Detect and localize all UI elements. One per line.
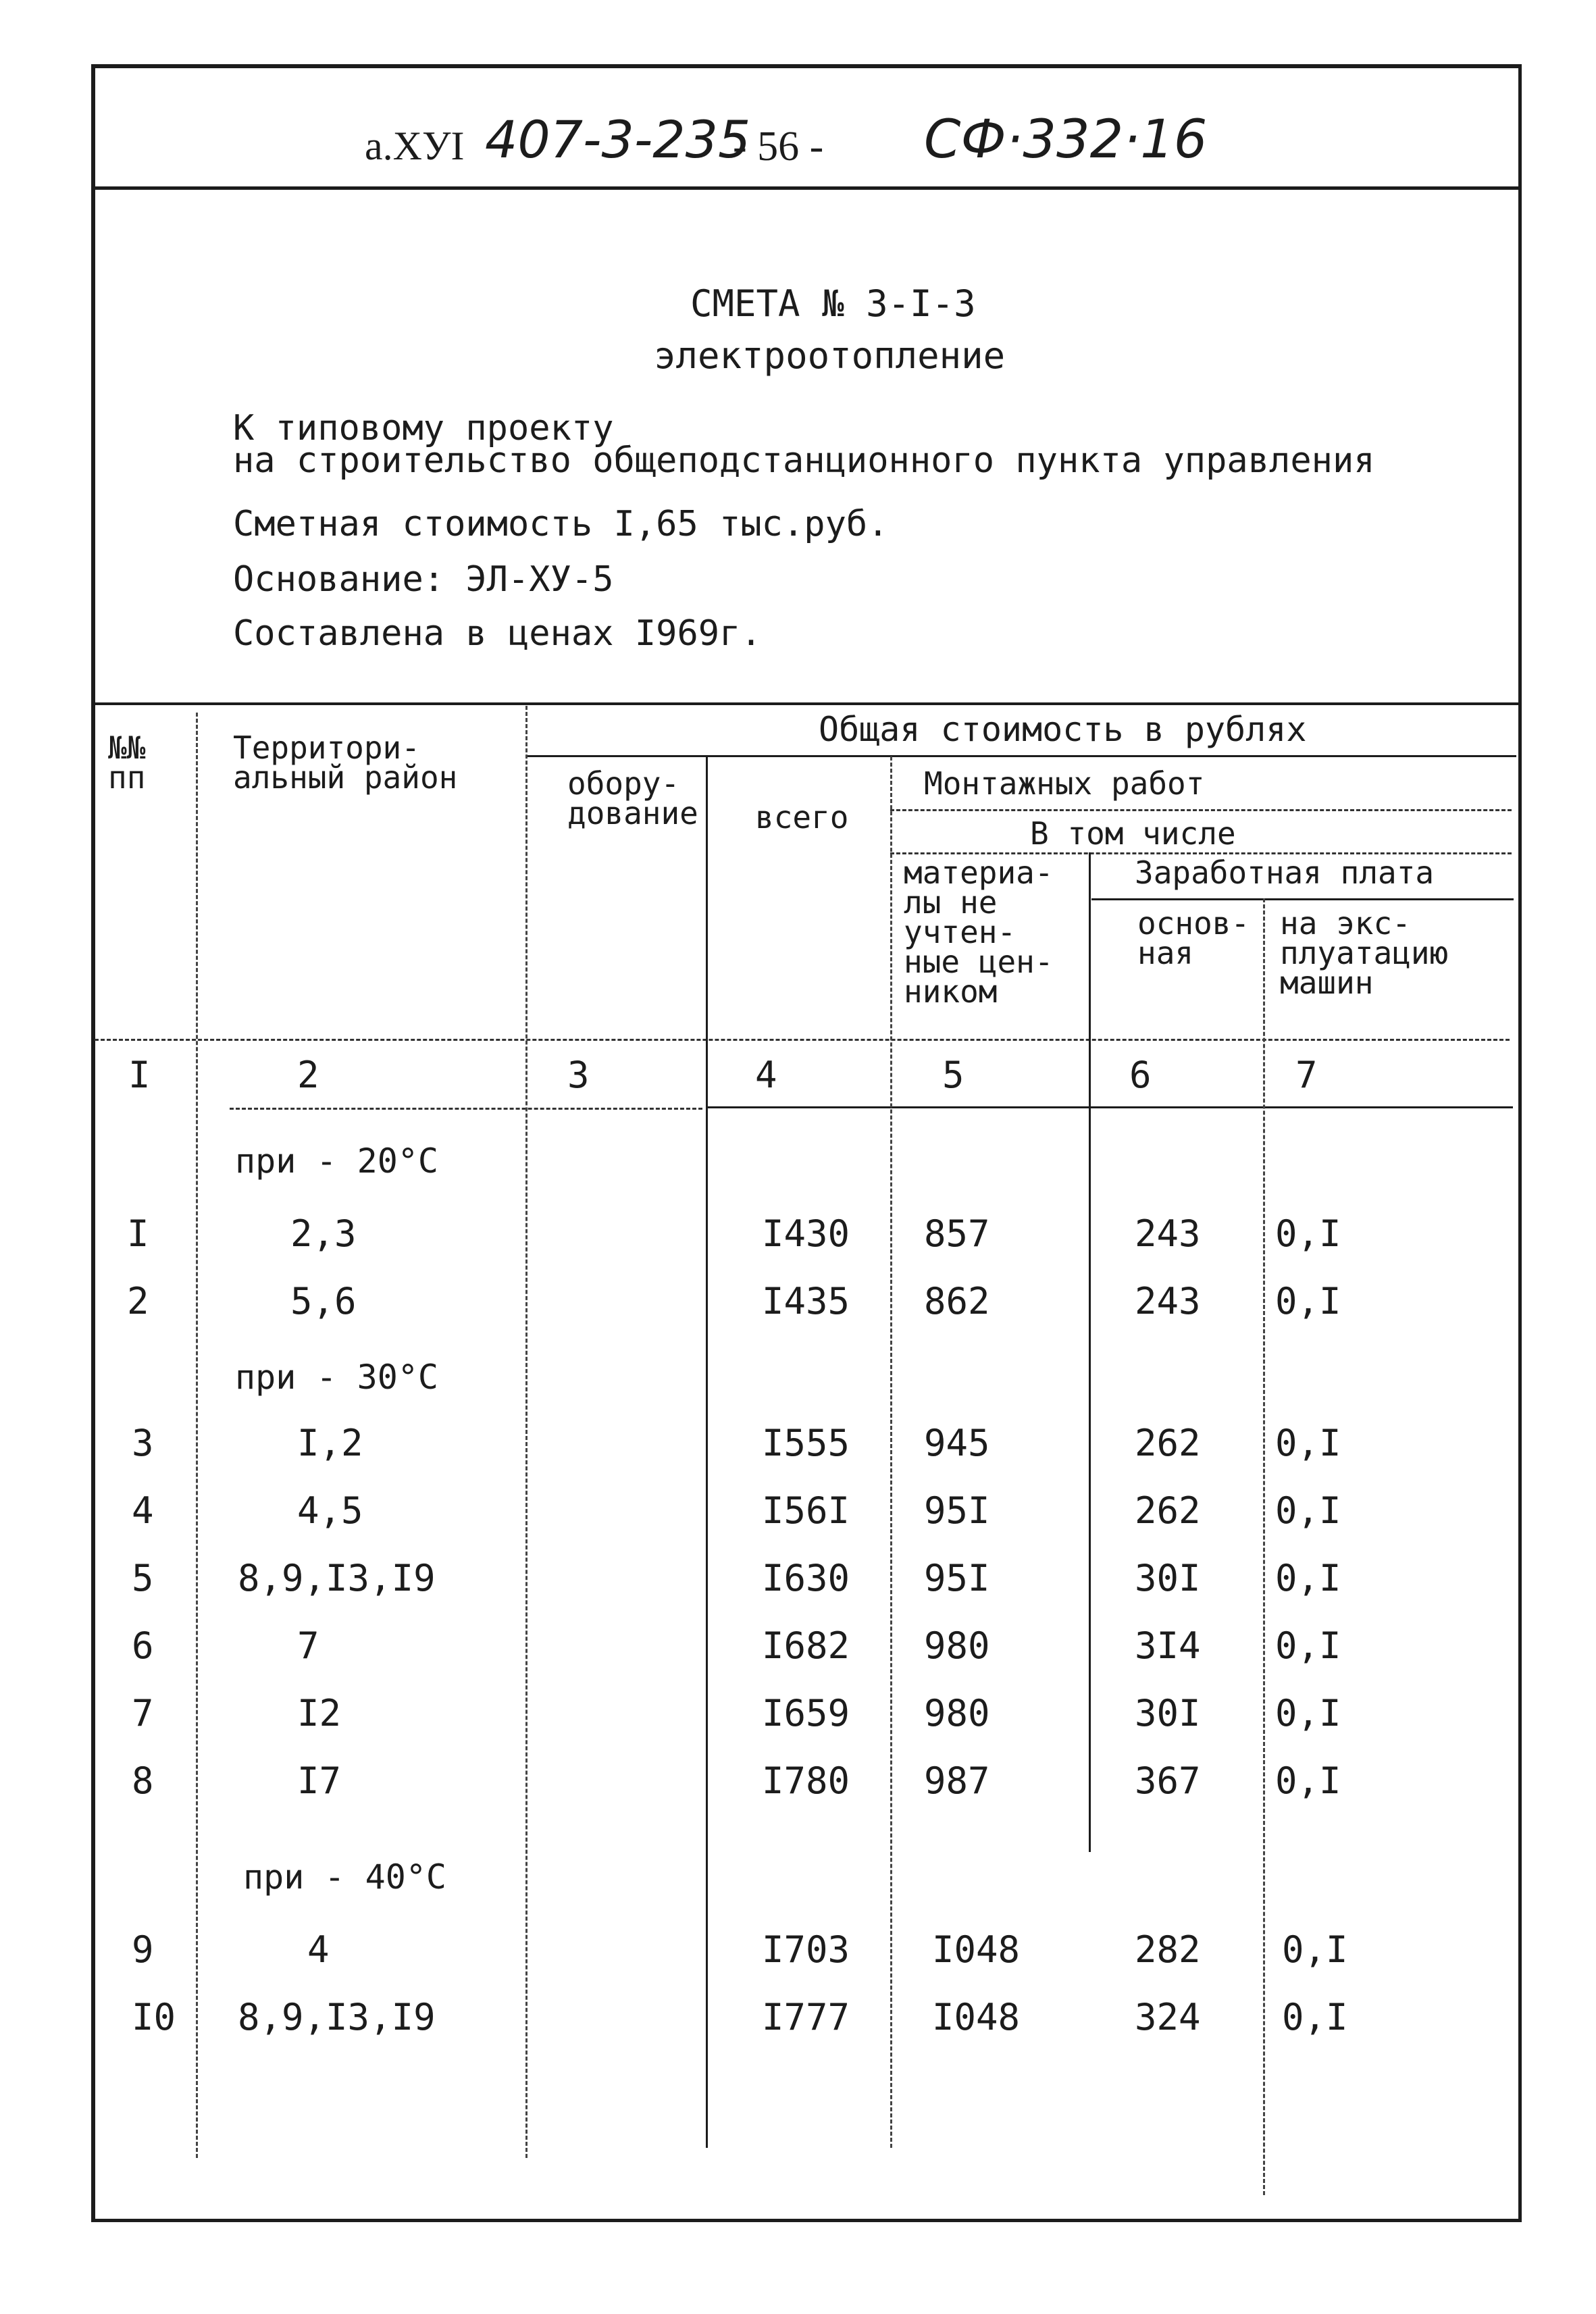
row-region: 8,9,I3,I9 — [238, 1996, 436, 2038]
estimate-subject: электроотопление — [654, 334, 1006, 377]
row-region: 7 — [297, 1624, 319, 1667]
row-num: 2 — [127, 1280, 149, 1322]
price-year: Составлена в ценах I969г. — [233, 613, 762, 654]
header-num: №№ пп — [108, 729, 146, 796]
colnum-4: 4 — [755, 1054, 777, 1096]
row-region: 4 — [307, 1928, 330, 1971]
header-equipment: обору- дование — [567, 765, 698, 831]
intro-line-1: К типовому проекту — [233, 408, 614, 448]
row-machines: 0,I — [1275, 1557, 1341, 1599]
row-num: 4 — [132, 1489, 154, 1532]
row-num: 6 — [132, 1624, 154, 1667]
intro-line-2: на строительство общеподстанционного пункта управления — [233, 440, 1375, 481]
colnum-2: 2 — [297, 1054, 319, 1096]
row-basic: 30I — [1135, 1692, 1201, 1734]
column-numbers-bottom-left — [230, 1108, 702, 1110]
header-montage: Монтажных работ — [924, 765, 1205, 802]
row-num: 8 — [132, 1759, 154, 1802]
header-region: Территори- альный район — [233, 729, 458, 796]
header-page-number: - 56 - — [733, 124, 824, 170]
row-basic: 3I4 — [1135, 1624, 1201, 1667]
row-materials: 95I — [924, 1557, 990, 1599]
row-materials: 980 — [924, 1692, 990, 1734]
basis: Основание: ЭЛ-ХУ-5 — [233, 559, 614, 600]
header-doc-code: СФ·332·16 — [924, 109, 1208, 170]
col-divider-3 — [706, 756, 708, 2148]
header-materials: материа- лы не учтен- ные цен- ником — [904, 854, 1054, 1010]
header-including: В том числе — [1030, 815, 1236, 852]
row-machines: 0,I — [1282, 1928, 1348, 1971]
header-salary: Заработная плата — [1135, 854, 1435, 891]
row-materials: 945 — [924, 1422, 990, 1464]
estimated-cost: Сметная стоимость I,65 тыс.руб. — [233, 504, 889, 544]
header-all: всего — [755, 799, 849, 835]
row-materials: I048 — [932, 1928, 1021, 1971]
total-cost-divider — [527, 755, 1516, 757]
montage-divider — [890, 809, 1512, 811]
row-materials: I048 — [932, 1996, 1021, 2038]
group-label: при - 30°C — [235, 1358, 439, 1397]
group-label: при - 20°C — [235, 1141, 439, 1181]
row-machines: 0,I — [1275, 1759, 1341, 1802]
row-total: I630 — [762, 1557, 850, 1599]
row-basic: 243 — [1135, 1212, 1201, 1255]
colnum-5: 5 — [942, 1054, 964, 1096]
row-machines: 0,I — [1275, 1422, 1341, 1464]
row-region: 8,9,I3,I9 — [238, 1557, 436, 1599]
colnum-6: 6 — [1129, 1054, 1152, 1096]
column-numbers-bottom — [706, 1106, 1513, 1108]
row-num: I0 — [132, 1996, 176, 2038]
header-project-code: 407-3-235 — [485, 109, 751, 170]
estimate-title: СМЕТА № 3-I-3 — [690, 282, 976, 325]
row-total: I430 — [762, 1212, 850, 1255]
col-divider-1 — [196, 713, 198, 2158]
row-num: I — [127, 1212, 149, 1255]
row-basic: 367 — [1135, 1759, 1201, 1802]
colnum-7: 7 — [1295, 1054, 1318, 1096]
row-basic: 262 — [1135, 1489, 1201, 1532]
row-total: I682 — [762, 1624, 850, 1667]
col-divider-4 — [890, 756, 892, 2148]
header-total-cost: Общая стоимость в рублях — [819, 710, 1307, 749]
row-total: I555 — [762, 1422, 850, 1464]
row-basic: 262 — [1135, 1422, 1201, 1464]
header-prefix: а.ХУI — [365, 124, 465, 168]
row-machines: 0,I — [1275, 1212, 1341, 1255]
row-machines: 0,I — [1275, 1489, 1341, 1532]
row-num: 5 — [132, 1557, 154, 1599]
table-top-line — [93, 702, 1520, 705]
row-machines: 0,I — [1282, 1996, 1348, 2038]
row-materials: 987 — [924, 1759, 990, 1802]
row-num: 7 — [132, 1692, 154, 1734]
row-region: 5,6 — [290, 1280, 357, 1322]
row-machines: 0,I — [1275, 1280, 1341, 1322]
row-region: 4,5 — [297, 1489, 363, 1532]
row-total: I435 — [762, 1280, 850, 1322]
row-total: I56I — [762, 1489, 850, 1532]
row-materials: 95I — [924, 1489, 990, 1532]
doc-header — [0, 0, 1596, 196]
row-total: I780 — [762, 1759, 850, 1802]
col-divider-6 — [1263, 898, 1265, 2195]
col-divider-2 — [525, 706, 527, 2158]
row-total: I777 — [762, 1996, 850, 2038]
colnum-1: I — [128, 1054, 151, 1096]
row-region: I7 — [297, 1759, 342, 1802]
header-machines: на экс- плуатацию машин — [1280, 905, 1449, 1001]
row-total: I659 — [762, 1692, 850, 1734]
row-basic: 243 — [1135, 1280, 1201, 1322]
row-num: 3 — [132, 1422, 154, 1464]
group-label: при - 40°C — [243, 1857, 447, 1897]
row-materials: 980 — [924, 1624, 990, 1667]
row-region: I2 — [297, 1692, 342, 1734]
column-numbers-top — [95, 1039, 1510, 1041]
row-basic: 324 — [1135, 1996, 1201, 2038]
col-divider-5 — [1089, 852, 1091, 1852]
colnum-3: 3 — [567, 1054, 590, 1096]
header-basic: основ- ная — [1137, 905, 1250, 971]
header-divider — [93, 186, 1520, 190]
row-basic: 282 — [1135, 1928, 1201, 1971]
row-machines: 0,I — [1275, 1692, 1341, 1734]
row-total: I703 — [762, 1928, 850, 1971]
row-materials: 862 — [924, 1280, 990, 1322]
row-num: 9 — [132, 1928, 154, 1971]
salary-divider — [1091, 898, 1514, 900]
row-region: 2,3 — [290, 1212, 357, 1255]
row-materials: 857 — [924, 1212, 990, 1255]
row-region: I,2 — [297, 1422, 363, 1464]
row-machines: 0,I — [1275, 1624, 1341, 1667]
row-basic: 30I — [1135, 1557, 1201, 1599]
